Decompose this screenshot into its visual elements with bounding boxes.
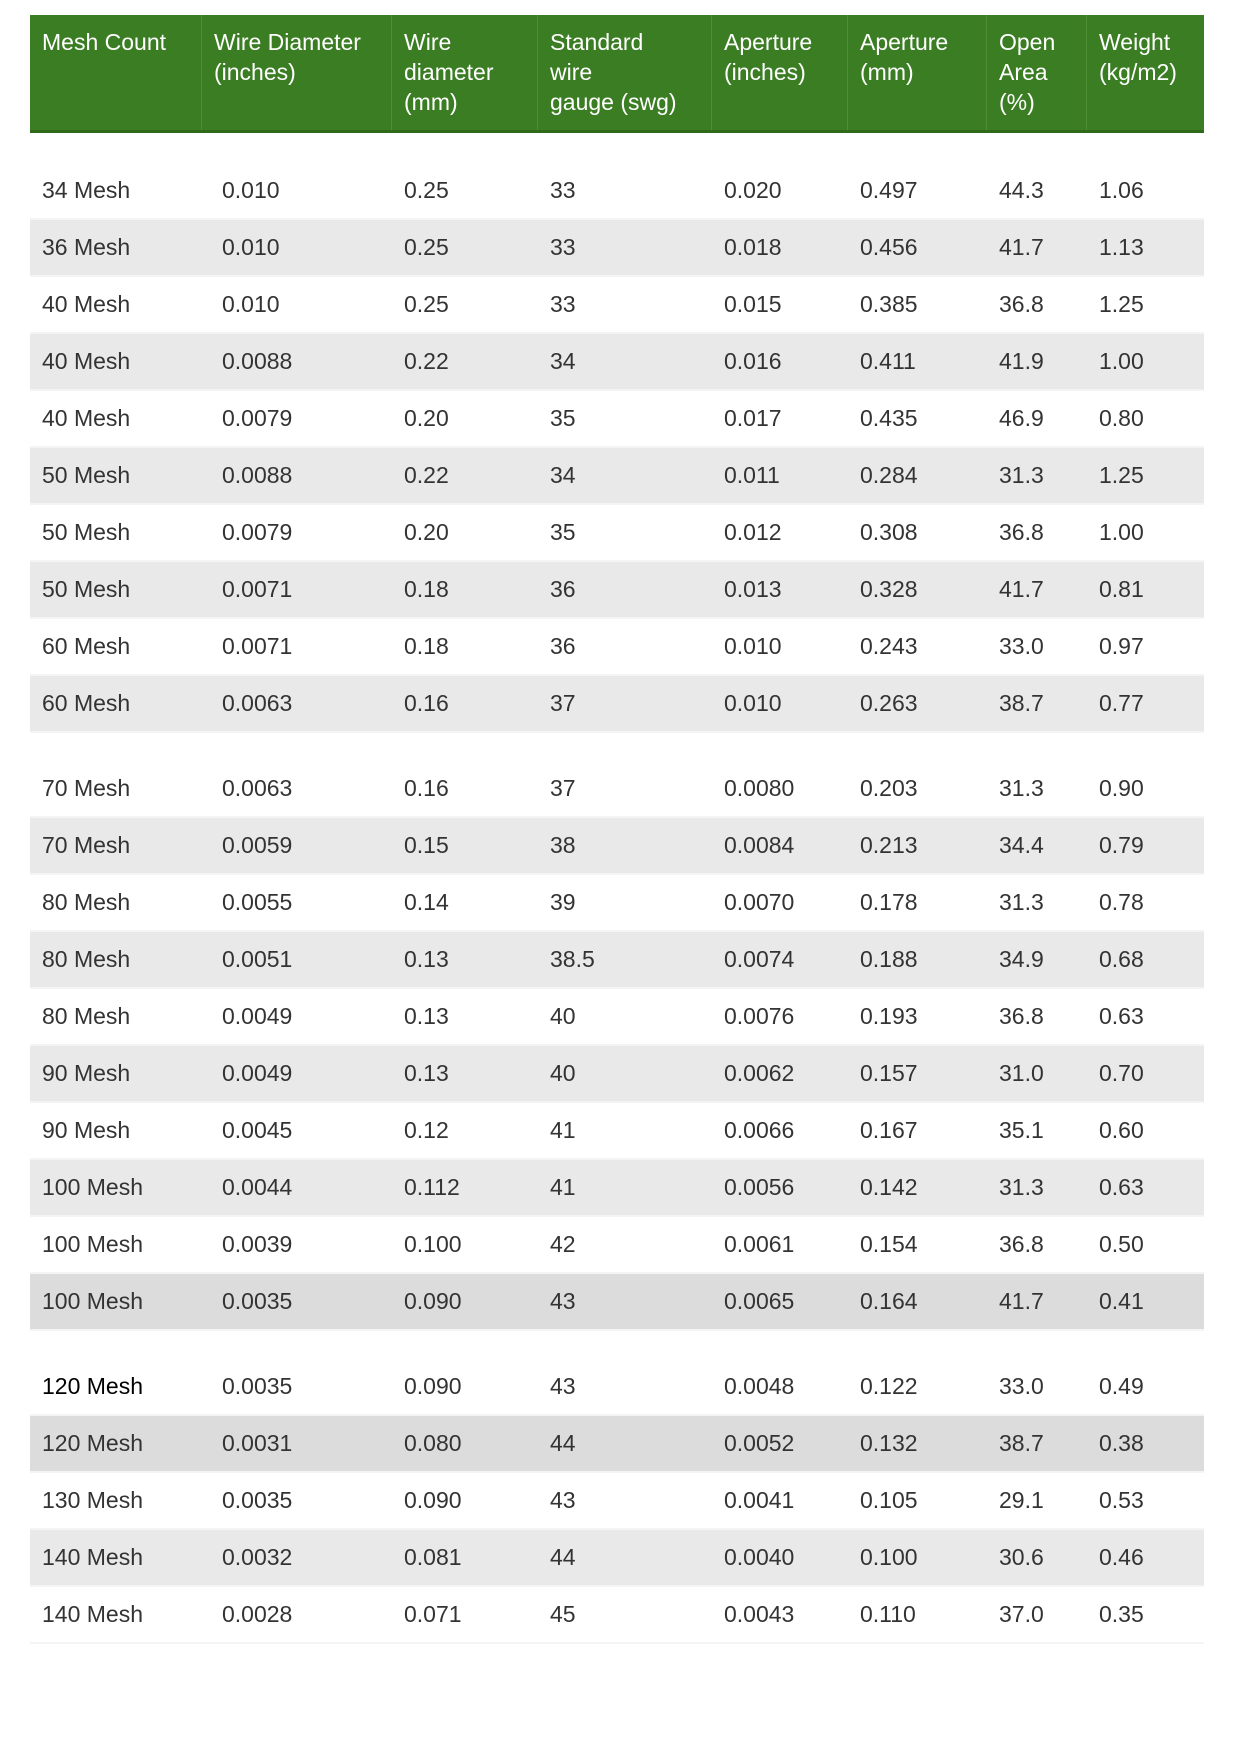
- cell-mesh-count: 50 Mesh: [42, 462, 131, 488]
- cell-mesh-count: 120 Mesh: [42, 1373, 144, 1399]
- cell-aperture-inches: 0.0084: [724, 832, 795, 858]
- cell-open-area: 38.7: [999, 690, 1044, 716]
- cell-open-area: 34.4: [999, 832, 1044, 858]
- cell-open-area: 31.3: [999, 1174, 1044, 1200]
- cell-aperture-mm: 0.203: [860, 775, 918, 801]
- cell-weight: 0.80: [1099, 405, 1144, 431]
- cell-wire-diameter-mm: 0.071: [404, 1601, 462, 1627]
- cell-weight: 1.25: [1099, 462, 1144, 488]
- cell-wire-diameter-inches: 0.0055: [222, 889, 293, 915]
- cell-aperture-mm: 0.142: [860, 1174, 918, 1200]
- cell-wire-diameter-mm: 0.090: [404, 1487, 462, 1513]
- header-wire-diameter-inches: Wire Diameter (inches): [202, 15, 392, 130]
- cell-aperture-mm: 0.100: [860, 1544, 918, 1570]
- cell-wire-diameter-mm: 0.25: [404, 291, 449, 317]
- cell-aperture-mm: 0.385: [860, 291, 918, 317]
- row-group: [30, 163, 1204, 733]
- cell-aperture-mm: 0.157: [860, 1060, 918, 1086]
- cell-standard-wire-gauge: 33: [550, 177, 576, 203]
- cell-mesh-count: 100 Mesh: [42, 1174, 144, 1200]
- cell-wire-diameter-inches: 0.010: [222, 177, 280, 203]
- cell-weight: 0.77: [1099, 690, 1144, 716]
- row-group: [30, 1359, 1204, 1644]
- table-row: [30, 334, 1204, 391]
- cell-weight: 0.63: [1099, 1003, 1144, 1029]
- cell-mesh-count: 100 Mesh: [42, 1288, 144, 1314]
- cell-aperture-mm: 0.105: [860, 1487, 918, 1513]
- cell-wire-diameter-inches: 0.010: [222, 234, 280, 260]
- cell-wire-diameter-mm: 0.090: [404, 1288, 462, 1314]
- table-row: [30, 989, 1204, 1046]
- table-row: [30, 1587, 1204, 1644]
- cell-weight: 1.25: [1099, 291, 1144, 317]
- cell-open-area: 31.0: [999, 1060, 1044, 1086]
- cell-wire-diameter-mm: 0.20: [404, 519, 449, 545]
- cell-standard-wire-gauge: 37: [550, 690, 576, 716]
- cell-aperture-inches: 0.0074: [724, 946, 795, 972]
- cell-standard-wire-gauge: 35: [550, 519, 576, 545]
- header-standard-wire-gauge: Standard wire gauge (swg): [538, 15, 712, 130]
- header-open-area: Open Area (%): [987, 15, 1087, 130]
- cell-open-area: 36.8: [999, 519, 1044, 545]
- table-row: [30, 676, 1204, 733]
- cell-wire-diameter-inches: 0.0071: [222, 633, 293, 659]
- table-row: [30, 818, 1204, 875]
- cell-mesh-count: 70 Mesh: [42, 775, 131, 801]
- cell-open-area: 36.8: [999, 291, 1044, 317]
- cell-aperture-inches: 0.0070: [724, 889, 795, 915]
- cell-wire-diameter-inches: 0.0049: [222, 1003, 293, 1029]
- cell-wire-diameter-mm: 0.20: [404, 405, 449, 431]
- cell-weight: 0.70: [1099, 1060, 1144, 1086]
- cell-open-area: 36.8: [999, 1231, 1044, 1257]
- cell-mesh-count: 140 Mesh: [42, 1601, 144, 1627]
- table-row: [30, 875, 1204, 932]
- cell-standard-wire-gauge: 38: [550, 832, 576, 858]
- cell-aperture-inches: 0.0041: [724, 1487, 795, 1513]
- cell-wire-diameter-inches: 0.0071: [222, 576, 293, 602]
- cell-aperture-mm: 0.411: [860, 348, 916, 374]
- cell-open-area: 33.0: [999, 633, 1044, 659]
- cell-aperture-inches: 0.0040: [724, 1544, 795, 1570]
- cell-open-area: 31.3: [999, 462, 1044, 488]
- cell-wire-diameter-inches: 0.0079: [222, 519, 293, 545]
- cell-wire-diameter-mm: 0.13: [404, 946, 449, 972]
- cell-wire-diameter-inches: 0.0088: [222, 348, 293, 374]
- cell-weight: 0.68: [1099, 946, 1144, 972]
- cell-aperture-mm: 0.132: [860, 1430, 918, 1456]
- cell-mesh-count: 50 Mesh: [42, 519, 131, 545]
- cell-standard-wire-gauge: 35: [550, 405, 576, 431]
- cell-wire-diameter-mm: 0.16: [404, 690, 449, 716]
- cell-mesh-count: 70 Mesh: [42, 832, 131, 858]
- cell-standard-wire-gauge: 34: [550, 462, 576, 488]
- cell-weight: 0.90: [1099, 775, 1144, 801]
- cell-aperture-mm: 0.243: [860, 633, 918, 659]
- cell-aperture-inches: 0.0043: [724, 1601, 795, 1627]
- cell-aperture-inches: 0.0048: [724, 1373, 795, 1399]
- table-row: [30, 163, 1204, 220]
- cell-aperture-mm: 0.456: [860, 234, 918, 260]
- table-row: [30, 1416, 1204, 1473]
- cell-standard-wire-gauge: 38.5: [550, 946, 595, 972]
- cell-standard-wire-gauge: 36: [550, 576, 576, 602]
- cell-aperture-mm: 0.435: [860, 405, 918, 431]
- table-row: [30, 1530, 1204, 1587]
- cell-aperture-mm: 0.284: [860, 462, 918, 488]
- cell-mesh-count: 36 Mesh: [42, 234, 131, 260]
- table-row: [30, 1046, 1204, 1103]
- table-row: [30, 1217, 1204, 1274]
- cell-standard-wire-gauge: 33: [550, 291, 576, 317]
- cell-open-area: 38.7: [999, 1430, 1044, 1456]
- cell-wire-diameter-inches: 0.0044: [222, 1174, 293, 1200]
- cell-aperture-inches: 0.018: [724, 234, 782, 260]
- mesh-spec-table: [30, 15, 1204, 1644]
- cell-aperture-mm: 0.188: [860, 946, 918, 972]
- cell-aperture-inches: 0.013: [724, 576, 782, 602]
- table-row: [30, 1359, 1204, 1416]
- cell-open-area: 44.3: [999, 177, 1044, 203]
- cell-aperture-mm: 0.213: [860, 832, 918, 858]
- cell-wire-diameter-inches: 0.0032: [222, 1544, 293, 1570]
- cell-aperture-inches: 0.0056: [724, 1174, 795, 1200]
- cell-mesh-count: 130 Mesh: [42, 1487, 144, 1513]
- cell-wire-diameter-mm: 0.100: [404, 1231, 462, 1257]
- cell-aperture-mm: 0.122: [860, 1373, 918, 1399]
- cell-mesh-count: 40 Mesh: [42, 291, 131, 317]
- cell-aperture-inches: 0.0061: [724, 1231, 795, 1257]
- cell-standard-wire-gauge: 34: [550, 348, 576, 374]
- cell-standard-wire-gauge: 37: [550, 775, 576, 801]
- cell-wire-diameter-inches: 0.0051: [222, 946, 293, 972]
- cell-weight: 0.38: [1099, 1430, 1144, 1456]
- cell-wire-diameter-inches: 0.0031: [222, 1430, 293, 1456]
- cell-standard-wire-gauge: 36: [550, 633, 576, 659]
- cell-aperture-inches: 0.010: [724, 690, 782, 716]
- cell-mesh-count: 40 Mesh: [42, 405, 131, 431]
- cell-weight: 0.53: [1099, 1487, 1144, 1513]
- cell-weight: 0.97: [1099, 633, 1144, 659]
- cell-wire-diameter-inches: 0.0059: [222, 832, 293, 858]
- cell-weight: 0.35: [1099, 1601, 1144, 1627]
- cell-aperture-inches: 0.0065: [724, 1288, 795, 1314]
- cell-wire-diameter-inches: 0.0028: [222, 1601, 293, 1627]
- cell-open-area: 35.1: [999, 1117, 1044, 1143]
- cell-open-area: 41.9: [999, 348, 1044, 374]
- header-wire-diameter-mm: Wire diameter (mm): [392, 15, 538, 130]
- cell-weight: 1.00: [1099, 348, 1144, 374]
- cell-aperture-inches: 0.0076: [724, 1003, 795, 1029]
- cell-wire-diameter-mm: 0.081: [404, 1544, 462, 1570]
- cell-aperture-mm: 0.328: [860, 576, 918, 602]
- cell-wire-diameter-mm: 0.13: [404, 1003, 449, 1029]
- cell-open-area: 41.7: [999, 1288, 1044, 1314]
- cell-mesh-count: 90 Mesh: [42, 1060, 131, 1086]
- cell-open-area: 41.7: [999, 576, 1044, 602]
- cell-aperture-inches: 0.0062: [724, 1060, 795, 1086]
- cell-weight: 0.63: [1099, 1174, 1144, 1200]
- cell-mesh-count: 34 Mesh: [42, 177, 131, 203]
- cell-open-area: 34.9: [999, 946, 1044, 972]
- cell-open-area: 31.3: [999, 775, 1044, 801]
- header-mesh-count: Mesh Count: [30, 15, 202, 130]
- cell-wire-diameter-mm: 0.15: [404, 832, 449, 858]
- table-row: [30, 1103, 1204, 1160]
- cell-open-area: 31.3: [999, 889, 1044, 915]
- cell-wire-diameter-inches: 0.0079: [222, 405, 293, 431]
- cell-wire-diameter-mm: 0.22: [404, 462, 449, 488]
- cell-wire-diameter-inches: 0.0063: [222, 775, 293, 801]
- cell-standard-wire-gauge: 40: [550, 1060, 576, 1086]
- cell-standard-wire-gauge: 43: [550, 1487, 576, 1513]
- cell-weight: 0.60: [1099, 1117, 1144, 1143]
- cell-wire-diameter-mm: 0.12: [404, 1117, 449, 1143]
- cell-aperture-inches: 0.011: [724, 462, 780, 488]
- cell-weight: 0.41: [1099, 1288, 1144, 1314]
- cell-wire-diameter-mm: 0.14: [404, 889, 449, 915]
- table-row: [30, 505, 1204, 562]
- cell-standard-wire-gauge: 40: [550, 1003, 576, 1029]
- table-row: [30, 277, 1204, 334]
- cell-wire-diameter-mm: 0.22: [404, 348, 449, 374]
- cell-open-area: 36.8: [999, 1003, 1044, 1029]
- cell-aperture-mm: 0.263: [860, 690, 918, 716]
- cell-weight: 1.13: [1099, 234, 1144, 260]
- cell-mesh-count: 140 Mesh: [42, 1544, 144, 1570]
- cell-aperture-inches: 0.0080: [724, 775, 795, 801]
- cell-wire-diameter-mm: 0.112: [404, 1174, 460, 1200]
- cell-weight: 0.46: [1099, 1544, 1144, 1570]
- cell-aperture-inches: 0.012: [724, 519, 782, 545]
- cell-wire-diameter-mm: 0.090: [404, 1373, 462, 1399]
- cell-aperture-inches: 0.020: [724, 177, 782, 203]
- cell-wire-diameter-inches: 0.0063: [222, 690, 293, 716]
- cell-wire-diameter-mm: 0.18: [404, 633, 449, 659]
- cell-aperture-mm: 0.497: [860, 177, 918, 203]
- table-row: [30, 619, 1204, 676]
- cell-wire-diameter-mm: 0.25: [404, 177, 449, 203]
- table-row: [30, 1160, 1204, 1217]
- cell-standard-wire-gauge: 43: [550, 1373, 576, 1399]
- cell-aperture-mm: 0.164: [860, 1288, 918, 1314]
- cell-open-area: 41.7: [999, 234, 1044, 260]
- cell-aperture-inches: 0.010: [724, 633, 782, 659]
- table-header: [30, 15, 1204, 133]
- cell-wire-diameter-inches: 0.010: [222, 291, 280, 317]
- cell-aperture-mm: 0.193: [860, 1003, 918, 1029]
- cell-mesh-count: 60 Mesh: [42, 633, 131, 659]
- cell-weight: 0.78: [1099, 889, 1144, 915]
- cell-aperture-mm: 0.308: [860, 519, 918, 545]
- cell-standard-wire-gauge: 33: [550, 234, 576, 260]
- cell-open-area: 46.9: [999, 405, 1044, 431]
- cell-aperture-inches: 0.017: [724, 405, 782, 431]
- cell-wire-diameter-mm: 0.16: [404, 775, 449, 801]
- cell-standard-wire-gauge: 43: [550, 1288, 576, 1314]
- table-row: [30, 761, 1204, 818]
- row-group: [30, 761, 1204, 1331]
- cell-wire-diameter-mm: 0.25: [404, 234, 449, 260]
- cell-open-area: 37.0: [999, 1601, 1044, 1627]
- cell-aperture-inches: 0.0066: [724, 1117, 795, 1143]
- cell-weight: 1.06: [1099, 177, 1144, 203]
- cell-aperture-mm: 0.178: [860, 889, 918, 915]
- cell-open-area: 30.6: [999, 1544, 1044, 1570]
- cell-standard-wire-gauge: 42: [550, 1231, 576, 1257]
- cell-mesh-count: 90 Mesh: [42, 1117, 131, 1143]
- cell-aperture-mm: 0.167: [860, 1117, 918, 1143]
- cell-weight: 0.49: [1099, 1373, 1144, 1399]
- cell-wire-diameter-inches: 0.0039: [222, 1231, 293, 1257]
- cell-aperture-inches: 0.016: [724, 348, 782, 374]
- cell-standard-wire-gauge: 45: [550, 1601, 576, 1627]
- cell-wire-diameter-inches: 0.0045: [222, 1117, 293, 1143]
- table-row: [30, 448, 1204, 505]
- cell-aperture-mm: 0.154: [860, 1231, 918, 1257]
- cell-standard-wire-gauge: 41: [550, 1174, 576, 1200]
- cell-weight: 0.79: [1099, 832, 1144, 858]
- header-weight: Weight (kg/m2): [1099, 29, 1177, 85]
- cell-wire-diameter-mm: 0.080: [404, 1430, 462, 1456]
- header-aperture-inches: Aperture (inches): [712, 15, 848, 130]
- table-body: [30, 163, 1204, 1644]
- cell-aperture-inches: 0.0052: [724, 1430, 795, 1456]
- table-row: [30, 220, 1204, 277]
- cell-mesh-count: 80 Mesh: [42, 946, 131, 972]
- cell-standard-wire-gauge: 41: [550, 1117, 576, 1143]
- cell-weight: 1.00: [1099, 519, 1144, 545]
- cell-weight: 0.81: [1099, 576, 1144, 602]
- cell-standard-wire-gauge: 44: [550, 1544, 576, 1570]
- table-row: [30, 1274, 1204, 1331]
- table-row: [30, 391, 1204, 448]
- cell-aperture-mm: 0.110: [860, 1601, 916, 1627]
- cell-weight: 0.50: [1099, 1231, 1144, 1257]
- cell-wire-diameter-inches: 0.0049: [222, 1060, 293, 1086]
- cell-open-area: 29.1: [999, 1487, 1044, 1513]
- cell-mesh-count: 50 Mesh: [42, 576, 131, 602]
- cell-wire-diameter-mm: 0.18: [404, 576, 449, 602]
- cell-mesh-count: 120 Mesh: [42, 1430, 144, 1456]
- cell-mesh-count: 40 Mesh: [42, 348, 131, 374]
- table-row: [30, 932, 1204, 989]
- cell-wire-diameter-inches: 0.0035: [222, 1373, 293, 1399]
- cell-wire-diameter-inches: 0.0088: [222, 462, 293, 488]
- cell-wire-diameter-inches: 0.0035: [222, 1487, 293, 1513]
- cell-mesh-count: 60 Mesh: [42, 690, 131, 716]
- cell-wire-diameter-mm: 0.13: [404, 1060, 449, 1086]
- header-aperture-mm: Aperture (mm): [848, 15, 987, 130]
- cell-standard-wire-gauge: 39: [550, 889, 576, 915]
- cell-mesh-count: 100 Mesh: [42, 1231, 144, 1257]
- cell-mesh-count: 80 Mesh: [42, 1003, 131, 1029]
- cell-open-area: 33.0: [999, 1373, 1044, 1399]
- cell-mesh-count: 80 Mesh: [42, 889, 131, 915]
- table-row: [30, 562, 1204, 619]
- cell-aperture-inches: 0.015: [724, 291, 782, 317]
- cell-wire-diameter-inches: 0.0035: [222, 1288, 293, 1314]
- cell-standard-wire-gauge: 44: [550, 1430, 576, 1456]
- table-row: [30, 1473, 1204, 1530]
